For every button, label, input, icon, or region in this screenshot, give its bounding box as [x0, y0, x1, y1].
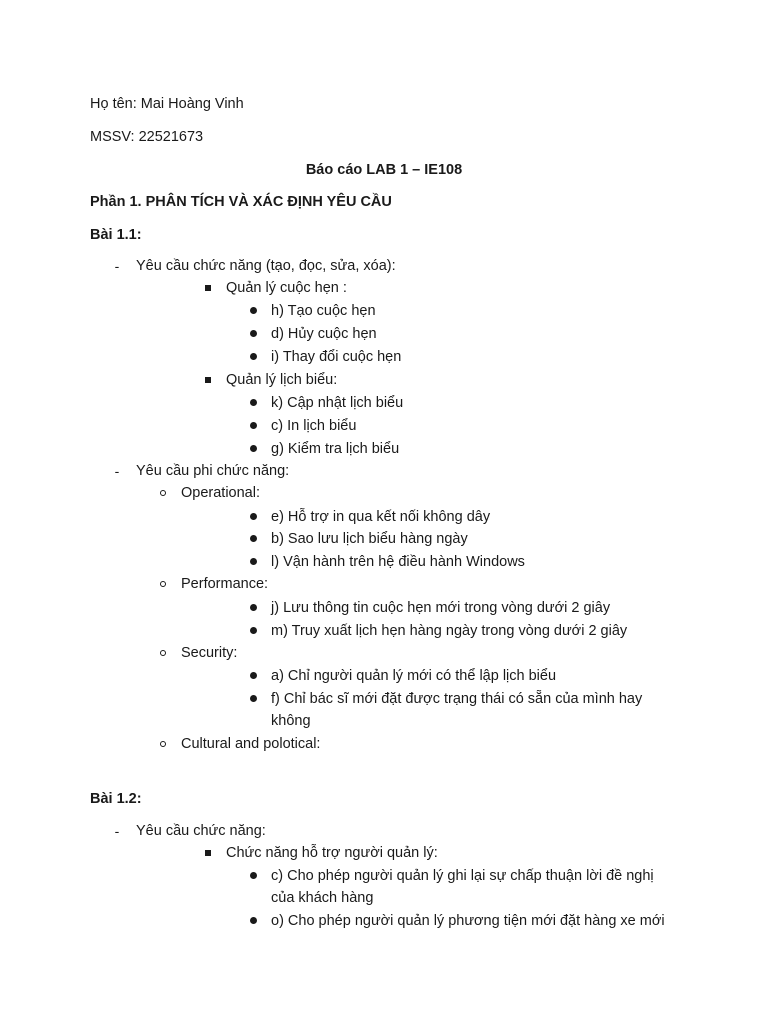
- list-item: e) Hỗ trợ in qua kết nối không dây: [271, 509, 491, 525]
- list-item: i) Thay đổi cuộc hẹn: [271, 349, 402, 365]
- dot-bullet: [250, 513, 257, 520]
- list-item: h) Tạo cuộc hẹn: [271, 303, 376, 319]
- list-item-continuation: không: [271, 713, 311, 729]
- list-item: c) In lịch biểu: [271, 418, 357, 434]
- square-bullet: [205, 377, 211, 383]
- operational-label: Operational:: [181, 485, 260, 501]
- dot-bullet: [250, 445, 257, 452]
- ex12-title: Bài 1.2:: [90, 791, 142, 807]
- ex11-functional-label: Yêu cầu chức năng (tạo, đọc, sửa, xóa):: [136, 258, 396, 274]
- report-title: Báo cáo LAB 1 – IE108: [305, 162, 463, 178]
- ex11-title: Bài 1.1:: [90, 227, 142, 243]
- dot-bullet: [250, 535, 257, 542]
- list-item: f) Chỉ bác sĩ mới đặt được trạng thái có sẵn của mình hay: [271, 691, 643, 707]
- student-name: Họ tên: Mai Hoàng Vinh: [90, 96, 244, 112]
- list-item: o) Cho phép người quản lý phương tiện mới đặt hàng xe mới: [271, 913, 665, 929]
- list-item: d) Hủy cuộc hẹn: [271, 326, 377, 342]
- circle-bullet: [160, 581, 166, 587]
- performance-label: Performance:: [181, 576, 269, 592]
- manager-label: Chức năng hỗ trợ người quản lý:: [226, 845, 438, 861]
- dot-bullet: [250, 627, 257, 634]
- list-item: c) Cho phép người quản lý ghi lại sự chấp thuận lời đề nghị: [271, 868, 654, 884]
- dot-bullet: [250, 353, 257, 360]
- list-item: k) Cập nhật lịch biểu: [271, 395, 404, 411]
- list-item: j) Lưu thông tin cuộc hẹn mới trong vòng dưới 2 giây: [271, 600, 611, 616]
- dot-bullet: [250, 399, 257, 406]
- dash-marker: -: [114, 463, 120, 479]
- circle-bullet: [160, 490, 166, 496]
- ex12-functional-label: Yêu cầu chức năng:: [136, 823, 266, 839]
- square-bullet: [205, 850, 211, 856]
- dot-bullet: [250, 672, 257, 679]
- list-item: m) Truy xuất lịch hẹn hàng ngày trong vòng dưới 2 giây: [271, 623, 628, 639]
- list-item: l) Vận hành trên hệ điều hành Windows: [271, 554, 525, 570]
- schedule-label: Quản lý lịch biểu:: [226, 372, 338, 388]
- list-item: g) Kiểm tra lịch biểu: [271, 441, 400, 457]
- security-label: Security:: [181, 645, 238, 661]
- dash-marker: -: [114, 823, 120, 839]
- circle-bullet: [160, 650, 166, 656]
- dash-marker: -: [114, 258, 120, 274]
- ex11-nonfunctional-label: Yêu cầu phi chức năng:: [136, 463, 290, 479]
- dot-bullet: [250, 604, 257, 611]
- dot-bullet: [250, 558, 257, 565]
- dot-bullet: [250, 307, 257, 314]
- dot-bullet: [250, 872, 257, 879]
- list-item-continuation: của khách hàng: [271, 890, 374, 906]
- student-id: MSSV: 22521673: [90, 129, 204, 145]
- dot-bullet: [250, 330, 257, 337]
- list-item: a) Chỉ người quản lý mới có thể lập lịch biểu: [271, 668, 557, 684]
- appointments-label: Quản lý cuộc hẹn :: [226, 280, 347, 296]
- dot-bullet: [250, 422, 257, 429]
- cultural-label: Cultural and polotical:: [181, 736, 321, 752]
- square-bullet: [205, 285, 211, 291]
- dot-bullet: [250, 917, 257, 924]
- circle-bullet: [160, 741, 166, 747]
- dot-bullet: [250, 695, 257, 702]
- list-item: b) Sao lưu lịch biểu hàng ngày: [271, 531, 468, 547]
- part1-title: Phần 1. PHÂN TÍCH VÀ XÁC ĐỊNH YÊU CẦU: [90, 194, 392, 210]
